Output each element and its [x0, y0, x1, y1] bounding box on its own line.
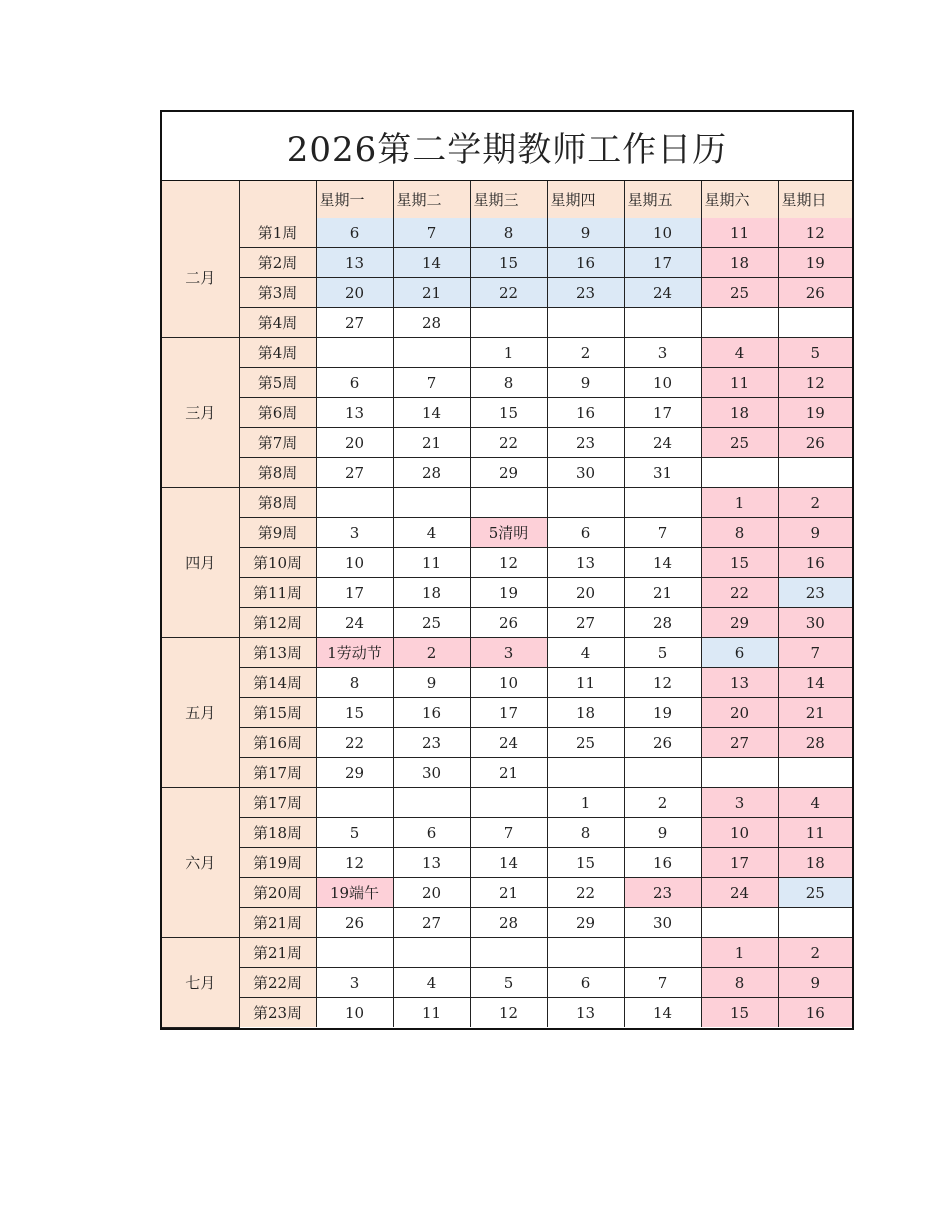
day-cell: 8 [470, 218, 547, 248]
day-cell: 18 [701, 248, 778, 278]
week-label: 第9周 [239, 518, 316, 548]
day-cell: 10 [624, 368, 701, 398]
week-label: 第22周 [239, 968, 316, 998]
day-cell: 6 [316, 218, 393, 248]
week-label: 第5周 [239, 368, 316, 398]
week-label: 第17周 [239, 788, 316, 818]
week-label: 第10周 [239, 548, 316, 578]
weekday-header-thu: 星期四 [547, 181, 624, 218]
week-row [162, 308, 852, 338]
day-cell: 3 [316, 968, 393, 998]
day-cell: 16 [778, 548, 852, 578]
day-cell: 12 [778, 368, 852, 398]
day-cell: 17 [316, 578, 393, 608]
day-cell: 1 [470, 338, 547, 368]
day-cell: 29 [316, 758, 393, 788]
day-cell: 9 [778, 968, 852, 998]
calendar-sheet [160, 110, 854, 1030]
day-cell: 26 [778, 278, 852, 308]
day-cell: 27 [316, 308, 393, 338]
day-cell [470, 488, 547, 518]
day-cell: 6 [393, 818, 470, 848]
day-cell: 25 [393, 608, 470, 638]
day-cell [778, 458, 852, 488]
day-cell: 1劳动节 [316, 638, 393, 668]
day-cell: 30 [778, 608, 852, 638]
week-row [162, 278, 852, 308]
day-cell: 30 [547, 458, 624, 488]
day-cell: 13 [393, 848, 470, 878]
day-cell: 22 [701, 578, 778, 608]
week-label: 第1周 [239, 218, 316, 248]
week-label: 第18周 [239, 818, 316, 848]
day-cell: 25 [778, 878, 852, 908]
day-cell: 20 [547, 578, 624, 608]
day-cell [778, 908, 852, 938]
day-cell [547, 488, 624, 518]
day-cell: 24 [701, 878, 778, 908]
month-label: 七月 [162, 938, 239, 1028]
weekday-header-sat: 星期六 [701, 181, 778, 218]
week-row [162, 848, 852, 878]
week-label: 第7周 [239, 428, 316, 458]
header-corner-month [162, 181, 239, 218]
day-cell: 12 [470, 548, 547, 578]
day-cell: 26 [470, 608, 547, 638]
day-cell: 29 [470, 458, 547, 488]
day-cell [624, 488, 701, 518]
day-cell: 22 [470, 428, 547, 458]
header-corner-week [239, 181, 316, 218]
week-row [162, 968, 852, 998]
week-label: 第19周 [239, 848, 316, 878]
day-cell [470, 938, 547, 968]
week-label: 第21周 [239, 938, 316, 968]
day-cell: 19 [624, 698, 701, 728]
day-cell [316, 938, 393, 968]
day-cell: 7 [393, 218, 470, 248]
day-cell: 26 [778, 428, 852, 458]
day-cell: 24 [316, 608, 393, 638]
day-cell: 27 [701, 728, 778, 758]
day-cell: 23 [547, 428, 624, 458]
day-cell: 16 [778, 998, 852, 1028]
weekday-header-tue: 星期二 [393, 181, 470, 218]
day-cell: 12 [470, 998, 547, 1028]
day-cell: 8 [470, 368, 547, 398]
day-cell: 15 [470, 398, 547, 428]
day-cell: 4 [778, 788, 852, 818]
day-cell [701, 908, 778, 938]
day-cell: 28 [393, 458, 470, 488]
day-cell: 26 [624, 728, 701, 758]
weekday-header-row [162, 181, 852, 218]
week-label: 第6周 [239, 398, 316, 428]
month-label: 三月 [162, 338, 239, 488]
day-cell: 8 [316, 668, 393, 698]
day-cell: 12 [624, 668, 701, 698]
week-label: 第2周 [239, 248, 316, 278]
day-cell: 6 [701, 638, 778, 668]
day-cell [778, 758, 852, 788]
day-cell: 23 [393, 728, 470, 758]
day-cell: 9 [393, 668, 470, 698]
day-cell: 13 [701, 668, 778, 698]
day-cell: 9 [778, 518, 852, 548]
day-cell: 5 [778, 338, 852, 368]
week-label: 第8周 [239, 488, 316, 518]
day-cell [547, 308, 624, 338]
day-cell: 18 [547, 698, 624, 728]
day-cell [701, 458, 778, 488]
day-cell: 16 [547, 248, 624, 278]
day-cell: 7 [470, 818, 547, 848]
day-cell: 10 [316, 998, 393, 1028]
day-cell: 3 [316, 518, 393, 548]
day-cell: 25 [547, 728, 624, 758]
day-cell: 25 [701, 428, 778, 458]
day-cell: 6 [547, 518, 624, 548]
day-cell: 28 [393, 308, 470, 338]
day-cell: 21 [778, 698, 852, 728]
day-cell [316, 788, 393, 818]
day-cell: 7 [624, 518, 701, 548]
weekday-header-wed: 星期三 [470, 181, 547, 218]
day-cell: 2 [778, 938, 852, 968]
day-cell: 9 [547, 218, 624, 248]
week-row [162, 668, 852, 698]
day-cell: 11 [393, 998, 470, 1028]
day-cell: 29 [547, 908, 624, 938]
day-cell: 24 [624, 278, 701, 308]
day-cell: 21 [470, 758, 547, 788]
day-cell: 13 [316, 398, 393, 428]
week-label: 第20周 [239, 878, 316, 908]
day-cell: 2 [393, 638, 470, 668]
day-cell: 29 [701, 608, 778, 638]
day-cell: 17 [470, 698, 547, 728]
week-row [162, 338, 852, 368]
day-cell [547, 758, 624, 788]
day-cell: 23 [547, 278, 624, 308]
calendar-title: 2026第二学期教师工作日历 [162, 112, 852, 181]
day-cell: 15 [547, 848, 624, 878]
day-cell [393, 488, 470, 518]
day-cell: 21 [624, 578, 701, 608]
week-row [162, 638, 852, 668]
day-cell: 6 [316, 368, 393, 398]
weekday-header-sun: 星期日 [778, 181, 852, 218]
day-cell: 15 [701, 548, 778, 578]
day-cell: 28 [624, 608, 701, 638]
day-cell: 10 [316, 548, 393, 578]
week-row [162, 548, 852, 578]
day-cell: 3 [470, 638, 547, 668]
day-cell: 21 [470, 878, 547, 908]
day-cell: 21 [393, 278, 470, 308]
week-label: 第3周 [239, 278, 316, 308]
day-cell: 13 [547, 998, 624, 1028]
week-row [162, 728, 852, 758]
day-cell [701, 758, 778, 788]
day-cell: 9 [547, 368, 624, 398]
day-cell: 22 [547, 878, 624, 908]
week-row [162, 998, 852, 1028]
day-cell: 22 [470, 278, 547, 308]
day-cell: 5 [316, 818, 393, 848]
day-cell: 18 [701, 398, 778, 428]
day-cell: 31 [624, 458, 701, 488]
day-cell: 10 [624, 218, 701, 248]
day-cell [393, 338, 470, 368]
day-cell: 7 [393, 368, 470, 398]
day-cell [393, 938, 470, 968]
day-cell: 13 [547, 548, 624, 578]
day-cell: 28 [470, 908, 547, 938]
month-label: 六月 [162, 788, 239, 938]
week-row [162, 398, 852, 428]
day-cell: 23 [624, 878, 701, 908]
day-cell: 11 [393, 548, 470, 578]
day-cell: 13 [316, 248, 393, 278]
day-cell: 25 [701, 278, 778, 308]
day-cell: 14 [470, 848, 547, 878]
day-cell: 12 [778, 218, 852, 248]
week-row [162, 818, 852, 848]
week-label: 第21周 [239, 908, 316, 938]
day-cell: 26 [316, 908, 393, 938]
week-row [162, 788, 852, 818]
day-cell: 17 [624, 398, 701, 428]
day-cell: 15 [701, 998, 778, 1028]
day-cell: 2 [624, 788, 701, 818]
day-cell [547, 938, 624, 968]
week-row [162, 578, 852, 608]
day-cell [393, 788, 470, 818]
day-cell: 4 [701, 338, 778, 368]
day-cell: 15 [316, 698, 393, 728]
day-cell: 14 [393, 248, 470, 278]
day-cell: 27 [316, 458, 393, 488]
day-cell: 23 [778, 578, 852, 608]
week-label: 第23周 [239, 998, 316, 1028]
calendar-body [162, 218, 852, 1027]
weekday-header-mon: 星期一 [316, 181, 393, 218]
day-cell [316, 488, 393, 518]
day-cell: 11 [701, 218, 778, 248]
day-cell: 20 [316, 278, 393, 308]
day-cell: 27 [547, 608, 624, 638]
day-cell [701, 308, 778, 338]
day-cell: 14 [624, 998, 701, 1028]
day-cell: 19 [778, 248, 852, 278]
day-cell: 9 [624, 818, 701, 848]
week-label: 第13周 [239, 638, 316, 668]
day-cell [470, 788, 547, 818]
day-cell: 14 [624, 548, 701, 578]
week-label: 第15周 [239, 698, 316, 728]
day-cell: 8 [701, 518, 778, 548]
day-cell: 16 [624, 848, 701, 878]
day-cell: 28 [778, 728, 852, 758]
day-cell: 2 [547, 338, 624, 368]
day-cell: 2 [778, 488, 852, 518]
day-cell: 10 [470, 668, 547, 698]
week-row [162, 758, 852, 788]
day-cell: 8 [547, 818, 624, 848]
week-row [162, 878, 852, 908]
day-cell: 4 [547, 638, 624, 668]
day-cell: 5 [624, 638, 701, 668]
week-label: 第14周 [239, 668, 316, 698]
week-label: 第4周 [239, 308, 316, 338]
month-label: 二月 [162, 218, 239, 338]
day-cell: 14 [393, 398, 470, 428]
week-row [162, 608, 852, 638]
day-cell: 1 [701, 488, 778, 518]
week-label: 第17周 [239, 758, 316, 788]
day-cell: 19端午 [316, 878, 393, 908]
week-label: 第12周 [239, 608, 316, 638]
week-label: 第11周 [239, 578, 316, 608]
day-cell: 16 [393, 698, 470, 728]
day-cell: 19 [778, 398, 852, 428]
day-cell: 17 [701, 848, 778, 878]
day-cell: 18 [393, 578, 470, 608]
day-cell [778, 308, 852, 338]
day-cell: 17 [624, 248, 701, 278]
day-cell [470, 308, 547, 338]
day-cell: 3 [624, 338, 701, 368]
week-label: 第8周 [239, 458, 316, 488]
day-cell [316, 338, 393, 368]
day-cell [624, 758, 701, 788]
day-cell: 24 [470, 728, 547, 758]
day-cell: 18 [778, 848, 852, 878]
day-cell: 20 [316, 428, 393, 458]
week-row [162, 428, 852, 458]
day-cell: 20 [701, 698, 778, 728]
day-cell: 4 [393, 968, 470, 998]
day-cell: 8 [701, 968, 778, 998]
day-cell: 16 [547, 398, 624, 428]
day-cell: 12 [316, 848, 393, 878]
day-cell: 14 [778, 668, 852, 698]
day-cell: 21 [393, 428, 470, 458]
day-cell: 4 [393, 518, 470, 548]
day-cell: 19 [470, 578, 547, 608]
day-cell: 5清明 [470, 518, 547, 548]
week-row [162, 698, 852, 728]
week-row [162, 368, 852, 398]
week-row [162, 248, 852, 278]
day-cell: 24 [624, 428, 701, 458]
week-row [162, 908, 852, 938]
day-cell: 20 [393, 878, 470, 908]
month-label: 四月 [162, 488, 239, 638]
day-cell: 30 [624, 908, 701, 938]
day-cell: 15 [470, 248, 547, 278]
day-cell: 11 [778, 818, 852, 848]
week-label: 第16周 [239, 728, 316, 758]
week-row [162, 218, 852, 248]
day-cell: 22 [316, 728, 393, 758]
week-row [162, 488, 852, 518]
day-cell: 11 [547, 668, 624, 698]
week-row [162, 938, 852, 968]
day-cell: 27 [393, 908, 470, 938]
calendar-table [162, 181, 852, 1028]
day-cell: 3 [701, 788, 778, 818]
week-label: 第4周 [239, 338, 316, 368]
day-cell: 7 [624, 968, 701, 998]
day-cell: 1 [547, 788, 624, 818]
day-cell [624, 938, 701, 968]
day-cell: 30 [393, 758, 470, 788]
day-cell [624, 308, 701, 338]
day-cell: 6 [547, 968, 624, 998]
day-cell: 10 [701, 818, 778, 848]
day-cell: 1 [701, 938, 778, 968]
month-label: 五月 [162, 638, 239, 788]
day-cell: 11 [701, 368, 778, 398]
weekday-header-fri: 星期五 [624, 181, 701, 218]
day-cell: 7 [778, 638, 852, 668]
day-cell: 5 [470, 968, 547, 998]
week-row [162, 458, 852, 488]
week-row [162, 518, 852, 548]
